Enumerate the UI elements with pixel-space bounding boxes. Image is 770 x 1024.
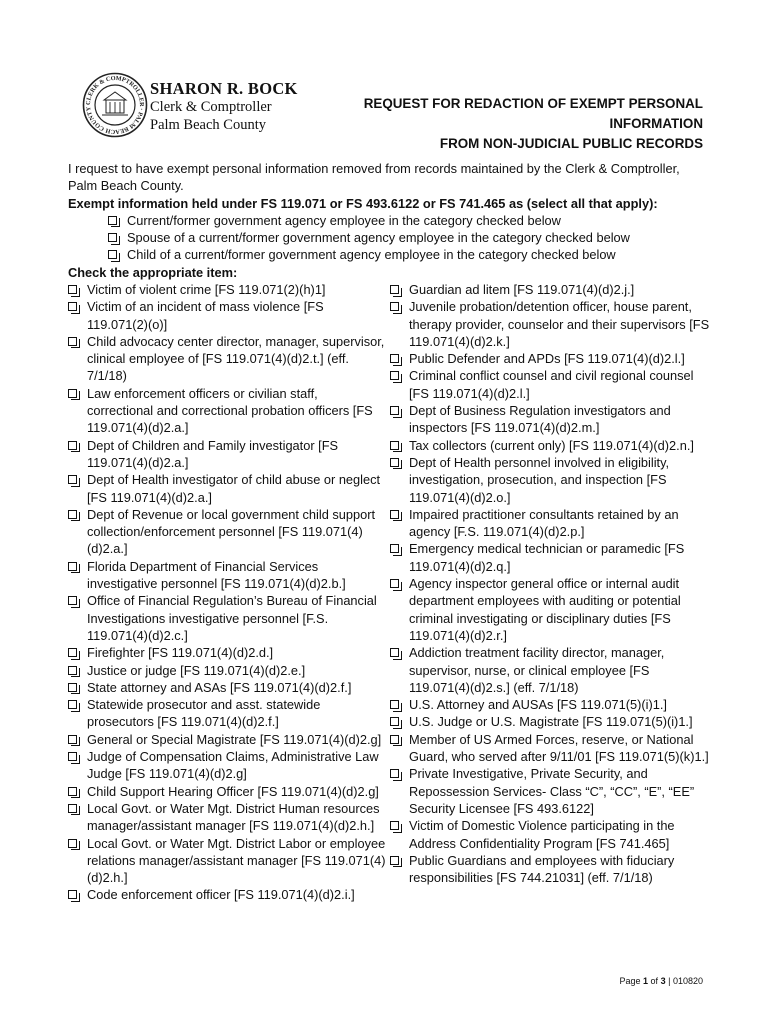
org-title: Clerk & Comptroller	[150, 99, 272, 115]
category-label: Juvenile probation/detention officer, house parent, therapy provider, counselor and their supervisors [FS 119.071(4)(d)2.k.]	[409, 299, 710, 349]
checkbox-icon[interactable]	[68, 302, 77, 311]
category-label: Victim of an incident of mass violence [FS 119.071(2)(o)]	[87, 299, 324, 332]
seal-ring-text: CLERK & COMPTROLLER · PALM BEACH COUNTY	[84, 74, 146, 136]
page-word: Page	[619, 976, 641, 986]
relationship-option-child[interactable]	[108, 246, 708, 263]
category-item[interactable]	[68, 506, 386, 558]
checkbox-icon[interactable]	[390, 285, 399, 294]
category-item[interactable]	[390, 437, 710, 454]
request-statement: I request to have exempt personal information removed from records maintained by the Clerk & Comptroller, Palm Beach County.	[68, 161, 680, 194]
checkbox-icon[interactable]	[68, 666, 77, 675]
page-total: 3	[660, 976, 666, 986]
exempt-heading: Exempt information held under FS 119.071 or FS 493.6122 or FS 741.465 as (select all that apply):	[68, 195, 658, 211]
relationship-option-spouse[interactable]	[108, 229, 708, 246]
form-code: 010820	[672, 976, 703, 986]
category-item[interactable]	[390, 575, 710, 644]
category-label: Dept of Business Regulation investigators and inspectors [FS 119.071(4)(d)2.m.]	[409, 403, 671, 436]
category-item[interactable]	[68, 471, 386, 506]
checkbox-icon[interactable]	[390, 821, 399, 830]
category-item[interactable]	[68, 783, 386, 800]
relationship-options	[108, 212, 708, 264]
county-seal-logo	[82, 72, 148, 138]
checkbox-icon[interactable]	[390, 579, 399, 588]
category-item[interactable]	[390, 644, 710, 696]
category-item[interactable]	[68, 592, 386, 644]
category-item[interactable]	[68, 558, 386, 593]
category-item[interactable]	[390, 731, 710, 766]
category-item[interactable]	[68, 800, 386, 835]
category-item[interactable]	[390, 852, 710, 887]
checkbox-icon[interactable]	[68, 700, 77, 709]
category-item[interactable]	[68, 748, 386, 783]
category-item[interactable]	[390, 281, 710, 298]
category-label: U.S. Judge or U.S. Magistrate [FS 119.071(5)(i)1.]	[409, 714, 693, 730]
category-label: Impaired practitioner consultants retained by an agency [F.S. 119.071(4)(d)2.p.]	[409, 506, 679, 540]
checkbox-icon[interactable]	[390, 510, 399, 519]
category-item[interactable]	[68, 437, 386, 472]
category-item[interactable]	[68, 385, 386, 437]
category-item[interactable]	[390, 817, 710, 852]
category-label: Dept of Children and Family investigator [FS 119.071(4)(d)2.a.]	[87, 437, 339, 470]
form-title	[280, 94, 703, 154]
category-item[interactable]	[390, 506, 710, 541]
category-item[interactable]	[390, 402, 710, 437]
checkbox-icon[interactable]	[390, 700, 399, 709]
category-list-left	[68, 281, 386, 904]
category-label: Public Guardians and employees with fiduciary responsibilities [FS 744.21031] (eff. 7/1/18)	[409, 852, 675, 886]
checkbox-icon[interactable]	[68, 285, 77, 294]
checkbox-icon[interactable]	[68, 648, 77, 657]
checkbox-icon[interactable]	[390, 544, 399, 553]
option-label: Child of a current/former government agency employee in the category checked below	[127, 247, 616, 263]
category-label: Public Defender and APDs [FS 119.071(4)(d)2.l.]	[409, 351, 685, 367]
category-item[interactable]	[68, 281, 386, 298]
category-item[interactable]	[68, 333, 386, 385]
organization-block	[150, 80, 298, 134]
option-label: Current/former government agency employee in the category checked below	[127, 212, 561, 228]
checkbox-icon[interactable]	[68, 787, 77, 796]
checkbox-icon[interactable]	[390, 717, 399, 726]
category-item[interactable]	[68, 731, 386, 748]
category-label: Statewide prosecutor and asst. statewide prosecutors [FS 119.071(4)(d)2.f.]	[87, 697, 321, 730]
category-label: Agency inspector general office or internal audit department employees with auditing or potential criminal investigating or disciplinary duties [FS 119.071(4)(d)2.r.]	[409, 576, 681, 643]
category-label: Judge of Compensation Claims, Administrative Law Judge [FS 119.071(4)(d)2.g]	[87, 749, 379, 782]
checkbox-icon[interactable]	[390, 371, 399, 380]
category-item[interactable]	[68, 679, 386, 696]
category-item[interactable]	[68, 644, 386, 661]
checkbox-icon[interactable]	[68, 752, 77, 761]
category-label: Victim of violent crime [FS 119.071(2)(h)1]	[87, 282, 326, 297]
checkbox-icon[interactable]	[68, 839, 77, 848]
category-item[interactable]	[68, 298, 386, 333]
checkbox-icon[interactable]	[68, 804, 77, 813]
org-name: SHARON R. BOCK	[150, 79, 298, 98]
relationship-option-employee[interactable]	[108, 212, 708, 229]
checkbox-icon[interactable]	[68, 441, 77, 450]
category-label: Code enforcement officer [FS 119.071(4)(d)2.i.]	[87, 887, 355, 903]
category-label: Florida Department of Financial Services investigative personnel [FS 119.071(4)(d)2.b.]	[87, 558, 346, 592]
category-label: Victim of Domestic Violence participating in the Address Confidentiality Program [FS 741.465]	[409, 818, 675, 851]
checkbox-icon[interactable]	[68, 562, 77, 571]
checkbox-icon[interactable]	[68, 596, 77, 605]
checkbox-icon[interactable]	[68, 337, 77, 346]
category-item[interactable]	[68, 696, 386, 731]
category-label: Justice or judge [FS 119.071(4)(d)2.e.]	[87, 662, 306, 678]
category-label: Guardian ad litem [FS 119.071(4)(d)2.j.]	[409, 282, 635, 297]
category-item[interactable]	[390, 696, 710, 713]
category-item[interactable]	[390, 540, 710, 575]
category-item[interactable]	[390, 298, 710, 350]
checkbox-icon[interactable]	[68, 475, 77, 484]
checkbox-icon[interactable]	[390, 769, 399, 778]
category-label: Criminal conflict counsel and civil regional counsel [FS 119.071(4)(d)2.l.]	[409, 368, 694, 401]
category-item[interactable]	[390, 765, 710, 817]
checkbox-icon[interactable]	[390, 735, 399, 744]
category-item[interactable]	[390, 713, 710, 730]
checkbox-icon[interactable]	[108, 216, 117, 225]
checkbox-icon[interactable]	[68, 510, 77, 519]
checkbox-icon[interactable]	[390, 856, 399, 865]
form-title-line-2: FROM NON-JUDICIAL PUBLIC RECORDS	[439, 136, 703, 151]
checkbox-icon[interactable]	[390, 354, 399, 363]
footer-separator: |	[668, 976, 671, 986]
category-label: State attorney and ASAs [FS 119.071(4)(d)2.f.]	[87, 679, 352, 695]
checkbox-icon[interactable]	[390, 406, 399, 415]
intro-section	[68, 160, 708, 281]
category-label: Emergency medical technician or paramedic [FS 119.071(4)(d)2.q.]	[409, 541, 685, 574]
checkbox-icon[interactable]	[68, 683, 77, 692]
category-label: Private Investigative, Private Security, and Repossession Services- Class “C”, “CC”, “E”, “EE” Security Licensee [FS 493.6122]	[409, 766, 695, 816]
check-heading: Check the appropriate item:	[68, 264, 238, 280]
category-item[interactable]	[68, 835, 386, 887]
org-county: Palm Beach County	[150, 117, 266, 133]
category-label: Dept of Revenue or local government child support collection/enforcement personnel [FS 119.071(4)(d)2.a.]	[87, 506, 376, 557]
category-label: Child Support Hearing Officer [FS 119.071(4)(d)2.g]	[87, 783, 379, 799]
category-label: Law enforcement officers or civilian staff, correctional and correctional probation officers [FS 119.071(4)(d)2.a.]	[87, 385, 373, 436]
category-item[interactable]	[390, 350, 710, 367]
category-item[interactable]	[68, 886, 386, 903]
category-label: Local Govt. or Water Mgt. District Human resources manager/assistant manager [FS 119.071(4)(d)2.h.]	[87, 800, 380, 834]
page-footer	[560, 976, 703, 986]
category-item[interactable]	[68, 662, 386, 679]
category-label: Child advocacy center director, manager, supervisor, clinical employee of [FS 119.071(4)(d)2.t.] (eff. 7/1/18)	[87, 333, 385, 384]
checkbox-icon[interactable]	[68, 389, 77, 398]
checkbox-icon[interactable]	[390, 302, 399, 311]
checkbox-icon[interactable]	[390, 441, 399, 450]
page-of: of	[650, 976, 659, 986]
checkbox-icon[interactable]	[108, 233, 117, 242]
checkbox-icon[interactable]	[108, 250, 117, 259]
category-label: Office of Financial Regulation’s Bureau of Financial Investigations investigative personnel [F.S. 119.071(4)(d)2.c.]	[87, 593, 377, 643]
page-current: 1	[643, 976, 649, 986]
option-label: Spouse of a current/former government agency employee in the category checked below	[127, 230, 630, 246]
checkbox-icon[interactable]	[390, 648, 399, 657]
category-label: General or Special Magistrate [FS 119.071(4)(d)2.g]	[87, 731, 382, 747]
checkbox-icon[interactable]	[68, 735, 77, 744]
category-label: Dept of Health personnel involved in eligibility, investigation, prosecution, and inspection [FS 119.071(4)(d)2.o.]	[409, 454, 670, 505]
category-item[interactable]	[390, 367, 710, 402]
form-title-line-1: REQUEST FOR REDACTION OF EXEMPT PERSONAL INFORMATION	[363, 96, 703, 131]
category-item[interactable]	[390, 454, 710, 506]
category-label: Local Govt. or Water Mgt. District Labor or employee relations manager/assistant manager [FS 119.071(4)(d)2.h.]	[87, 835, 386, 886]
category-label: Addiction treatment facility director, manager, supervisor, nurse, or clinical employee [FS 119.071(4)(d)2.s.] (eff. 7/1/18)	[409, 645, 665, 695]
checkbox-icon[interactable]	[390, 458, 399, 467]
category-label: U.S. Attorney and AUSAs [FS 119.071(5)(i)1.]	[409, 697, 667, 713]
category-label: Firefighter [FS 119.071(4)(d)2.d.]	[87, 645, 274, 661]
checkbox-icon[interactable]	[68, 890, 77, 899]
category-label: Member of US Armed Forces, reserve, or National Guard, who served after 9/11/01 [FS 119.071(5)(k)1.]	[409, 731, 709, 765]
category-list-right	[390, 281, 710, 886]
category-label: Tax collectors (current only) [FS 119.071(4)(d)2.n.]	[409, 437, 694, 453]
category-label: Dept of Health investigator of child abuse or neglect [FS 119.071(4)(d)2.a.]	[87, 472, 381, 505]
